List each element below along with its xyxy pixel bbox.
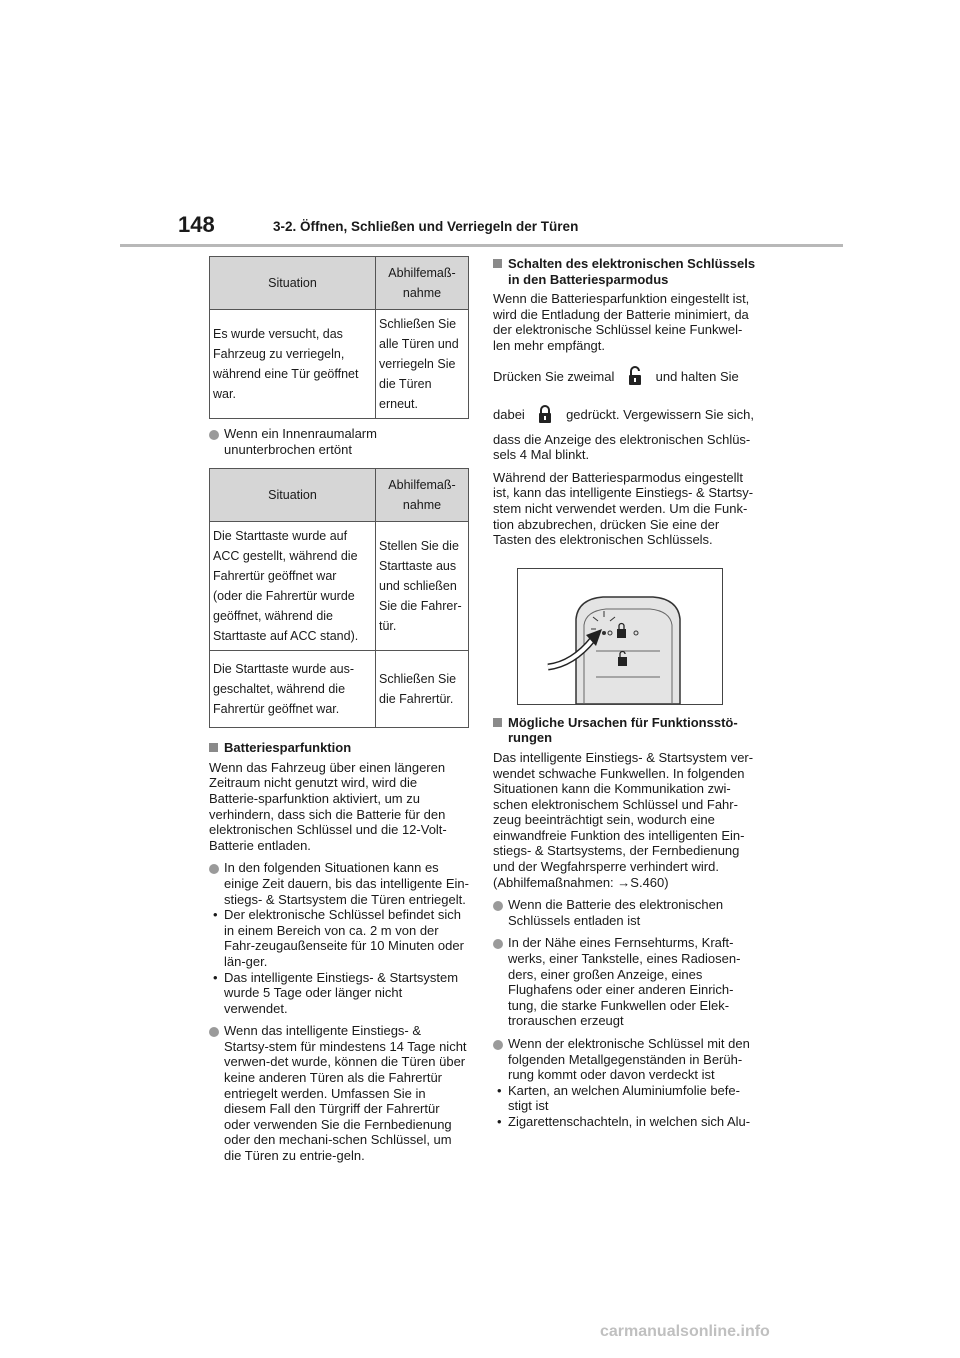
instruction-text: und halten Sie xyxy=(655,368,739,384)
section-heading: Batteriesparfunktion xyxy=(209,740,469,756)
key-fob-illustration xyxy=(518,569,722,704)
section-heading: Schalten des elektronischen Schlüssels in den Batteriesparmodus xyxy=(493,256,758,287)
key-fob-figure xyxy=(517,568,723,705)
paragraph: Wenn das Fahrzeug über einen längeren Zeitraum nicht genutzt wird, wird die Batterie-sparfunktion aktiviert, um zu verhindern, dass sich die Batterie für den elektronischen Schlüssel und die 12-Volt-Batterie entladen. xyxy=(209,759,447,853)
right-column xyxy=(493,256,758,1130)
table-header-row xyxy=(210,257,469,310)
instruction-line xyxy=(493,404,758,430)
table-header-row xyxy=(210,469,469,522)
sub-item: • Das intelligente Einstiegs- & Startsystem wurde 5 Tage oder länger nicht verwendet. xyxy=(209,970,469,1017)
sub-item: • Karten, an welchen Aluminiumfolie befe-stigt ist xyxy=(493,1083,758,1114)
table-cell: Stellen Sie die Starttaste aus und schließen Sie die Fahrer- tür. xyxy=(376,522,469,651)
left-column xyxy=(209,256,469,1171)
sub-item: • Zigarettenschachteln, in welchen sich Alu- xyxy=(493,1114,758,1130)
instruction-text: dabei xyxy=(493,406,525,422)
table-header-remedy: Abhilfemaß- nahme xyxy=(376,257,469,310)
bullet-item: Wenn ein Innenraumalarm ununterbrochen ertönt xyxy=(209,426,469,457)
paragraph: dass die Anzeige des elektronischen Schlüs-sels 4 Mal blinkt. xyxy=(493,431,751,463)
alarm-table xyxy=(209,468,469,728)
watermark: carmanualsonline.info xyxy=(600,1323,770,1340)
lock-icon xyxy=(538,404,552,430)
bullet-item: Wenn das intelligente Einstiegs- & Startsy-stem für mindestens 14 Tage nicht verwen-det wurde, können die Türen über keine anderen Türen als die Fahrertür entriegelt werden. Umfassen Sie in diesem Fall den Türgriff der Fahrertür oder verwenden Sie die Fernbedienung oder den mechani-schen Schlüssel, um die Türen zu entrie-geln. xyxy=(209,1023,469,1163)
paragraph: Wenn die Batteriesparfunktion eingestellt ist, wird die Entladung der Batterie minimiert, da der elektronische Schlüssel keine Funkwel-len mehr empfängt. xyxy=(493,291,750,353)
bullet-item: Wenn die Batterie des elektronischen Schlüssels entladen ist xyxy=(493,897,758,928)
table-cell: Schließen Sie alle Türen und verriegeln Sie die Türen erneut. xyxy=(376,310,469,419)
table-row xyxy=(210,310,469,419)
bullet-item: In der Nähe eines Fernsehturms, Kraft-werks, einer Tankstelle, eines Radiosen-ders, einer großen Anzeige, eines Flughafens oder einer anderen Einrich-tung, die starke Funkwellen oder Elek-trorauschen erzeugt xyxy=(493,935,758,1029)
table-cell: Die Starttaste wurde aus- geschaltet, während die Fahrertür geöffnet war. xyxy=(210,651,376,728)
table-cell: Es wurde versucht, das Fahrzeug zu verriegeln, während eine Tür geöffnet war. xyxy=(210,310,376,419)
section-title: 3-2. Öffnen, Schließen und Verriegeln der Türen xyxy=(273,219,579,234)
sub-item: • Der elektronische Schlüssel befindet sich in einem Bereich von ca. 2 m von der Fahr-zeugaußenseite für 10 Minuten oder län-ger. xyxy=(209,907,469,969)
table-cell: Schließen Sie die Fahrertür. xyxy=(376,651,469,728)
instruction-text: Drücken Sie zweimal xyxy=(493,368,615,384)
door-lock-table xyxy=(209,256,469,419)
table-header-situation: Situation xyxy=(210,469,376,522)
bullet-item: In den folgenden Situationen kann es einige Zeit dauern, bis das intelligente Ein-stiegs- & Startsystem die Türen entriegelt. xyxy=(209,860,469,907)
table-header-situation: Situation xyxy=(210,257,376,310)
unlock-icon xyxy=(628,366,642,392)
page-number: 148 xyxy=(178,212,215,237)
header-divider xyxy=(120,244,843,247)
bullet-item: Wenn der elektronische Schlüssel mit den folgenden Metallgegenständen in Berüh-rung kommt oder davon verdeckt ist xyxy=(493,1036,758,1083)
paragraph: Während der Batteriesparmodus eingestellt ist, kann das intelligente Einstiegs- & Startsy-stem nicht verwendet werden. Um die Funk-tion abzubrechen, drücken Sie eine der Tasten des elektronischen Schlüssels. xyxy=(493,469,754,548)
instruction-text: gedrückt. Vergewissern Sie sich, xyxy=(566,406,754,422)
paragraph: Das intelligente Einstiegs- & Startsystem ver-wendet schwache Funkwellen. In folgenden Situationen kann die Kommunikation zwi-schen elektronischem Schlüssel und Fahr-zeug beeinträchtigt sein, wodurch eine einwandfreie Funktion des intelligenten Ein-stiegs- & Startsystems, der Fernbedienung und der Wegfahrsperre verhindert wird. (Abhilfemaßnahmen: →S.460) xyxy=(493,749,754,890)
table-row xyxy=(210,522,469,651)
table-row xyxy=(210,651,469,728)
instruction-line xyxy=(493,366,758,392)
section-heading: Mögliche Ursachen für Funktionsstö-rungen xyxy=(493,715,758,746)
table-cell: Die Starttaste wurde auf ACC gestellt, während die Fahrertür geöffnet war (oder die Fahrertür wurde geöffnet, während die Starttaste auf ACC stand). xyxy=(210,522,376,651)
table-header-remedy: Abhilfemaß- nahme xyxy=(376,469,469,522)
